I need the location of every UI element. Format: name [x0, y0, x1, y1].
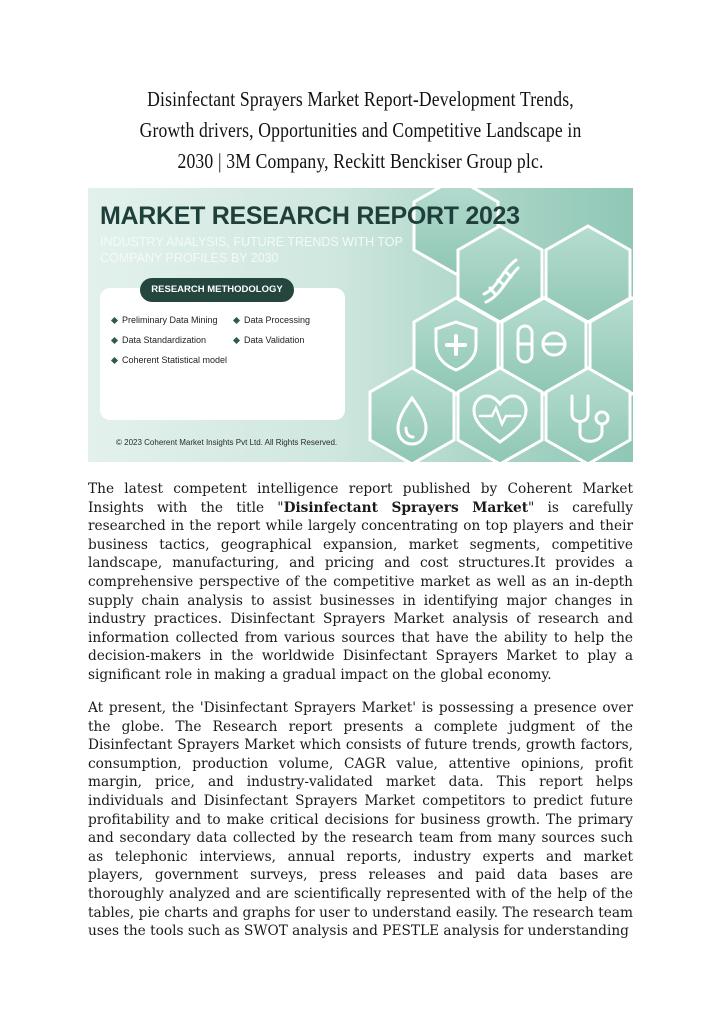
methodology-title: RESEARCH METHODOLOGY	[140, 278, 294, 302]
methodology-item: Data Validation	[234, 334, 344, 347]
banner-subheading-line1: INDUSTRY ANALYSIS, FUTURE TRENDS WITH TOP	[100, 235, 403, 249]
methodology-item: Data Processing	[234, 314, 344, 327]
page-title: Disinfectant Sprayers Market Report-Development Trends, Growth drivers, Opportunities and Competitive Landscape in 2030 | 3M Company, Reckitt Benckiser Group plc.	[139, 87, 582, 173]
banner-copyright: © 2023 Coherent Market Insights Pvt Ltd. All Rights Reserved.	[116, 438, 338, 447]
banner-heading: MARKET RESEARCH REPORT 2023	[100, 202, 520, 230]
methodology-item: Data Standardization	[112, 334, 232, 347]
banner-subheading	[100, 234, 440, 266]
market-research-banner	[88, 188, 633, 462]
diamond-bullet-icon	[111, 337, 118, 344]
methodology-list-left	[112, 314, 232, 374]
methodology-item: Preliminary Data Mining	[112, 314, 232, 327]
report-title-bold: Disinfectant Sprayers Market	[283, 499, 529, 516]
methodology-item: Coherent Statistical model	[112, 354, 232, 367]
banner-subheading-line2: COMPANY PROFILES BY 2030	[100, 251, 279, 265]
methodology-list-right	[234, 314, 344, 354]
methodology-card	[100, 284, 345, 420]
diamond-bullet-icon	[233, 317, 240, 324]
body-paragraph-1: The latest competent intelligence report published by Coherent Market Insights with the title "Disinfectant Sprayers Market" is carefully researched in the report while largely concentrating on top players and their business tactics, geographical expansion, market segments, competitive landscape, manufacturing, and pricing and cost structures.It provides a comprehensive perspective of the competitive market as well as an in-depth supply chain analysis to assist businesses in identifying major changes in industry practices. Disinfectant Sprayers Market analysis of research and information collected from various sources that have the ability to help the decision-makers in the worldwide Disinfectant Sprayers Market to play a significant role in making a gradual impact on the global economy.	[88, 481, 633, 683]
diamond-bullet-icon	[111, 357, 118, 364]
diamond-bullet-icon	[233, 337, 240, 344]
diamond-bullet-icon	[111, 317, 118, 324]
body-paragraph-2: At present, the 'Disinfectant Sprayers Market' is possessing a presence over the globe. The Research report presents a complete judgment of the Disinfectant Sprayers Market which consists of future trends, growth factors, consumption, production volume, CAGR value, attentive opinions, profit margin, price, and industry-validated market data. This report helps individuals and Disinfectant Sprayers Market competitors to predict future profitability and to make critical decisions for business growth. The primary and secondary data collected by the research team from many sources such as telephonic interviews, annual reports, industry experts and market players, government surveys, press releases and paid data bases are thoroughly analyzed and are scientifically represented with of the help of the tables, pie charts and graphs for user to understand easily. The research team uses the tools such as SWOT analysis and PESTLE analysis for understanding	[88, 700, 633, 940]
